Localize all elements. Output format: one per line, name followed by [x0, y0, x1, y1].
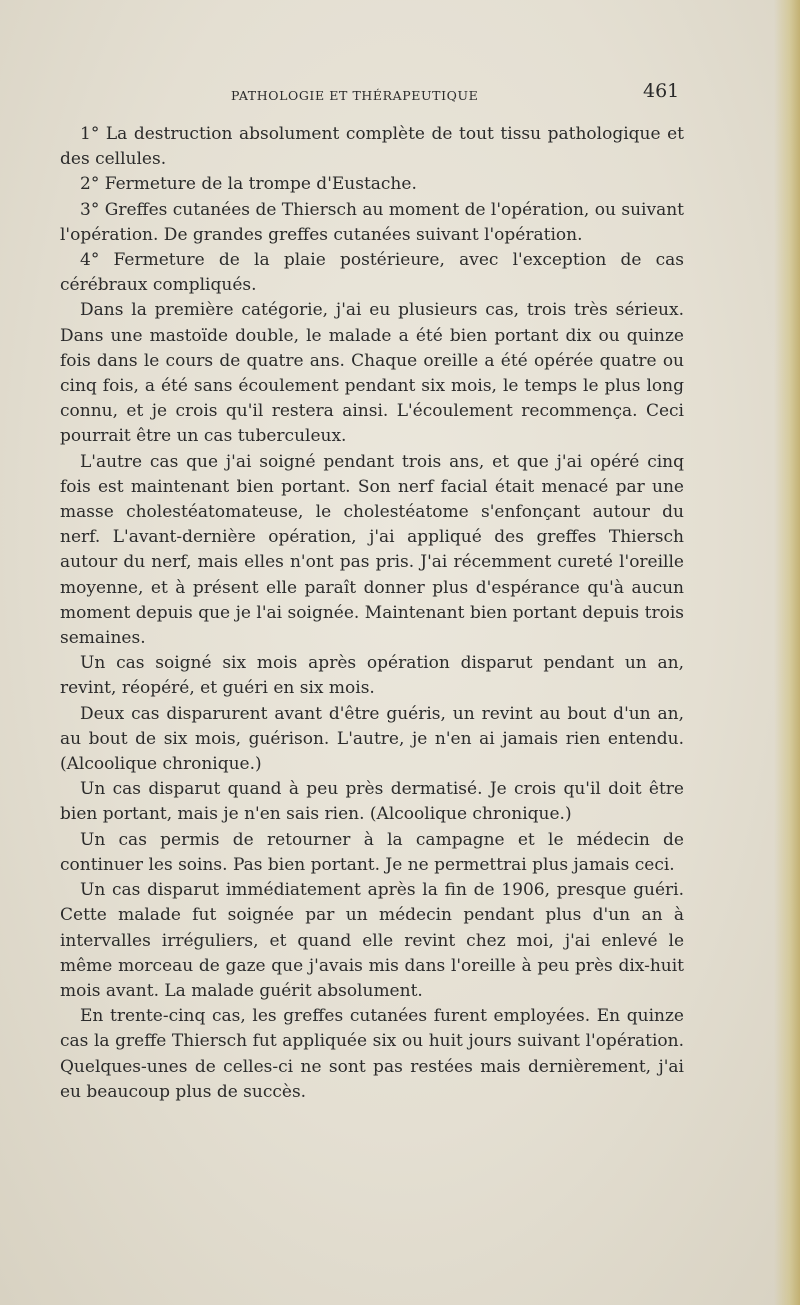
- paragraph-two-cases: Deux cas disparurent avant d'être guéris, un revint au bout d'un an, au bout de six mois, guérison. L'autre, je n'en ai jamais rien entendu. (Alcoolique chronique.): [60, 703, 684, 775]
- paragraph-skin-grafts: En trente-cinq cas, les greffes cutanées furent employées. En quinze cas la greffe Thiersch fut appliquée six ou huit jours suivant l'opération. Quelques-unes de celles-ci ne sont pas restées mais dernièrement, j'ai eu beaucoup plus de succès.: [60, 1006, 684, 1102]
- paragraph-other-case: L'autre cas que j'ai soigné pendant trois ans, et que j'ai opéré cinq fois est maintenant bien portant. Son nerf facial était menacé par une masse cholestéatomateuse, le cholestéatome s'enfonçant autour du nerf. L'avant-dernière opération, j'ai appliqué des greffes Thiersch autour du nerf, mais elles n'ont pas pris. J'ai récemment cureté l'oreille moyenne, et à présent elle paraît donner plus d'espérance qu'à aucun moment depuis que je l'ai soignée. Maintenant bien portant depuis trois semaines.: [60, 451, 684, 649]
- paragraph-first-category: Dans la première catégorie, j'ai eu plusieurs cas, trois très sérieux. Dans une mastoïde double, le malade a été bien portant dix ou quinze fois dans le cours de quatre ans. Chaque oreille a été opérée quatre ou cinq fois, a été sans écoulement pendant six mois, le temps le plus long connu, et je crois qu'il restera ainsi. L'écoulement recommença. Ceci pourrait être un cas tuberculeux.: [60, 300, 684, 447]
- page-number: 461: [643, 80, 680, 102]
- paragraph-case-countryside: Un cas permis de retourner à la campagne et le médecin de continuer les soins. Pas bien portant. Je ne permettrai plus jamais ceci.: [60, 829, 684, 875]
- page-header: [0, 78, 800, 108]
- paragraph-case-dermatised: Un cas disparut quand à peu près dermatisé. Je crois qu'il doit être bien portant, mais je n'en sais rien. (Alcoolique chronique.): [60, 779, 684, 825]
- paragraph-case-1906: Un cas disparut immédiatement après la fin de 1906, presque guéri. Cette malade fut soignée par un médecin pendant plus d'un an à intervalles irréguliers, et quand elle revint chez moi, j'ai enlevé le même morceau de gaze que j'avais mis dans l'oreille à peu près dix-huit mois avant. La malade guérit absolument.: [60, 880, 684, 1001]
- running-head: PATHOLOGIE ET THÉRAPEUTIQUE: [231, 88, 479, 103]
- paragraph-case-six-months: Un cas soigné six mois après opération disparut pendant un an, revint, réopéré, et guéri en six mois.: [60, 653, 684, 699]
- page-edge-shading: [774, 0, 800, 1305]
- body-text: [60, 122, 684, 1105]
- paragraph-item-2: 2° Fermeture de la trompe d'Eustache.: [80, 174, 417, 195]
- paragraph-item-1: 1° La destruction absolument complète de tout tissu pathologique et des cellules.: [60, 124, 684, 170]
- paragraph-item-3: 3° Greffes cutanées de Thiersch au moment de l'opération, ou suivant l'opération. De grandes greffes cutanées suivant l'opération.: [60, 199, 684, 245]
- paragraph-item-4: 4° Fermeture de la plaie postérieure, avec l'exception de cas cérébraux compliqués.: [60, 250, 684, 296]
